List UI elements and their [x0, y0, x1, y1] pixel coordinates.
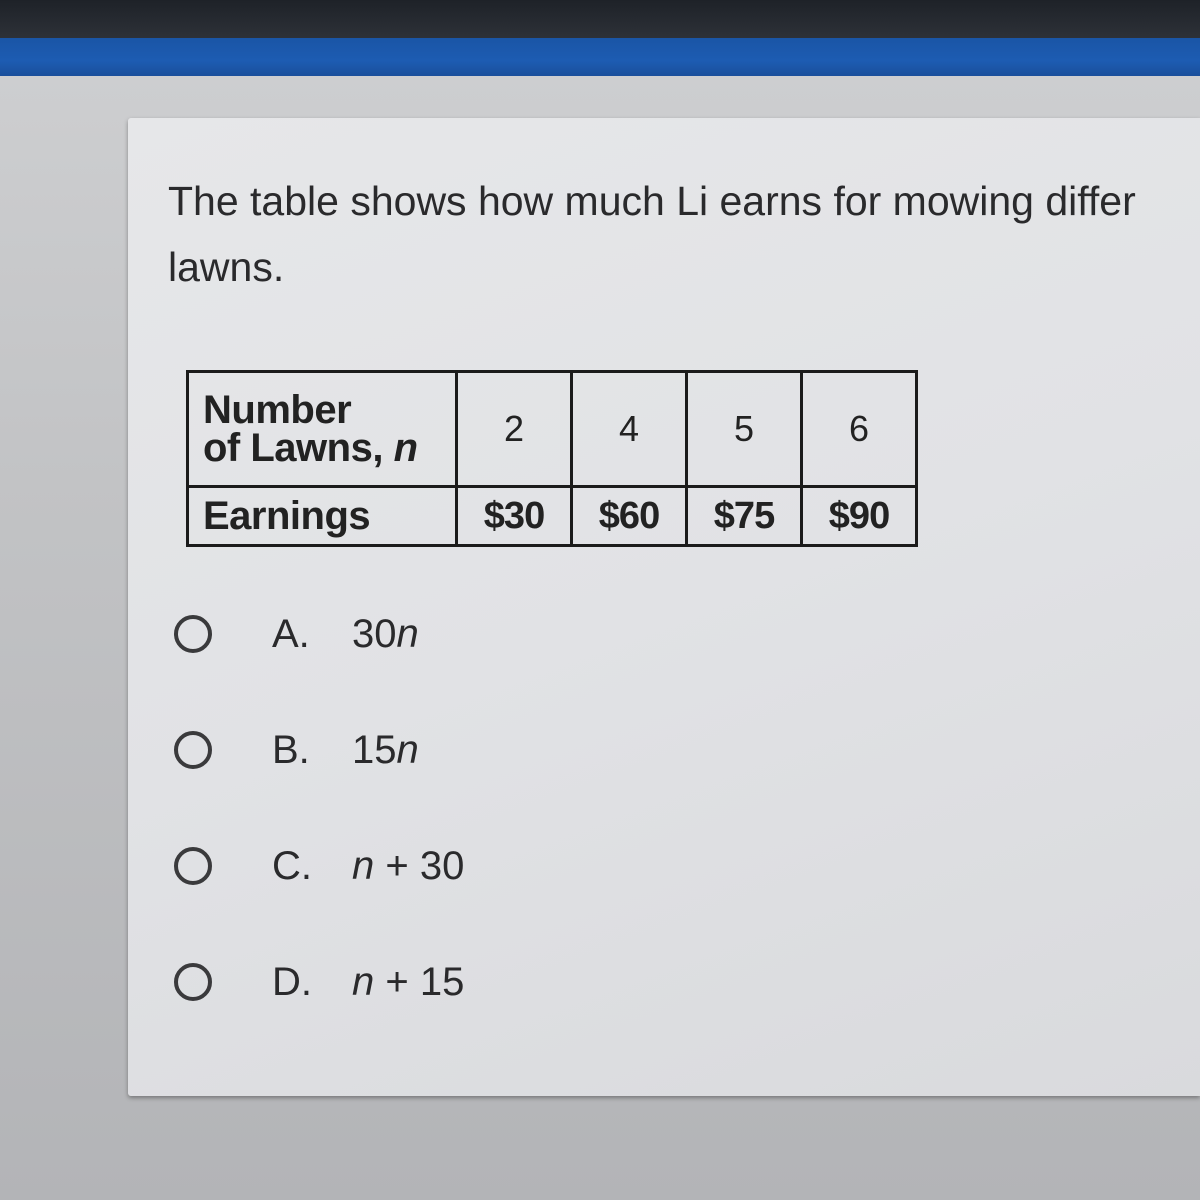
table-cell-lawns-2: 4 [572, 372, 687, 487]
table-cell-earnings-2: $60 [572, 487, 687, 546]
radio-button-a[interactable] [174, 615, 212, 653]
option-b[interactable] [174, 692, 464, 808]
radio-button-c[interactable] [174, 847, 212, 885]
option-c-rest: + 30 [374, 843, 465, 888]
answer-options [174, 576, 464, 1040]
table-row-lawns [188, 372, 917, 487]
header-lawns-var: n [393, 426, 418, 470]
option-d[interactable] [174, 924, 464, 1040]
question-line-2: lawns. [168, 244, 285, 290]
option-c[interactable] [174, 808, 464, 924]
header-lawns-line-2 [203, 426, 455, 470]
table-cell-earnings-3: $75 [687, 487, 802, 546]
option-c-letter: C. [272, 843, 312, 888]
table-cell-lawns-3: 5 [687, 372, 802, 487]
question-card [128, 118, 1200, 1096]
option-b-expression [352, 728, 419, 773]
option-b-letter: B. [272, 727, 310, 772]
option-c-expression [352, 844, 464, 889]
option-a-var: n [396, 611, 419, 656]
table-cell-earnings-1: $30 [457, 487, 572, 546]
radio-button-b[interactable] [174, 731, 212, 769]
top-dark-strip [0, 0, 1200, 38]
option-d-expression [352, 960, 464, 1005]
question-line-1: The table shows how much Li earns for mowing differ [168, 178, 1136, 224]
table-cell-lawns-4: 6 [802, 372, 917, 487]
option-d-rest: + 15 [374, 959, 465, 1004]
header-lawns-prefix: of Lawns, [203, 426, 394, 470]
lawns-earnings-table [186, 370, 918, 547]
option-b-var: n [396, 727, 419, 772]
option-a[interactable] [174, 576, 464, 692]
header-cell-lawns [188, 372, 457, 487]
table-cell-lawns-1: 2 [457, 372, 572, 487]
header-lawns-line-1: Number [203, 388, 352, 432]
table-row-earnings [188, 487, 917, 546]
option-a-expression [352, 612, 419, 657]
option-b-coef: 15 [352, 727, 397, 772]
question-text [168, 168, 1200, 300]
header-cell-earnings: Earnings [188, 487, 457, 546]
option-a-coef: 30 [352, 611, 397, 656]
option-a-letter: A. [272, 611, 310, 656]
table-cell-earnings-4: $90 [802, 487, 917, 546]
header-bar [0, 38, 1200, 76]
radio-button-d[interactable] [174, 963, 212, 1001]
option-d-letter: D. [272, 959, 312, 1004]
option-c-var: n [352, 843, 375, 888]
option-d-var: n [352, 959, 375, 1004]
